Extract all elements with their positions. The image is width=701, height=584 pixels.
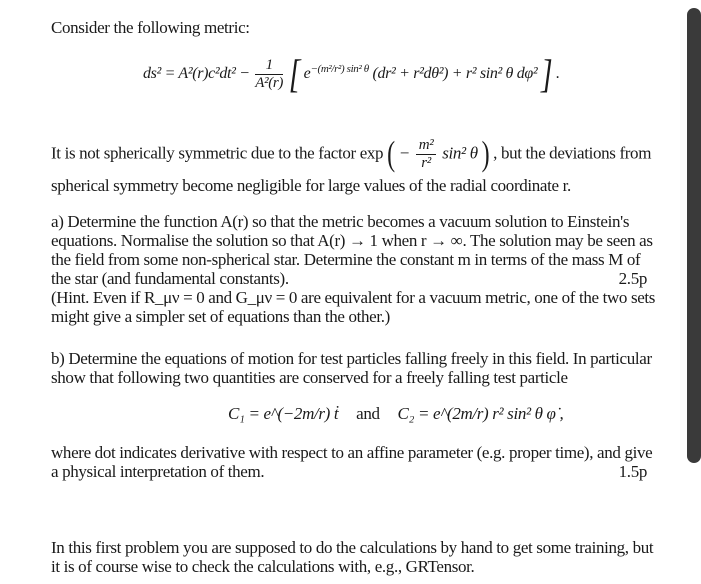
part-a-line-2: equations. Normalise the solution so that A(r) → 1 when r → ∞. The solution may be seen as	[51, 231, 653, 250]
conserved-c2: C₂ = e^(2m/r) r² sin² θ φ̇ ,	[397, 404, 564, 423]
exp-power: −(m²/r²) sin² θ	[310, 62, 369, 75]
part-b-where-line-2-text: a physical interpretation of them.	[51, 462, 265, 481]
part-a-line-1: a) Determine the function A(r) so that the metric becomes a vacuum solution to Einstein's	[51, 212, 630, 231]
conserved-and: and	[356, 404, 380, 423]
right-bracket: ]	[540, 51, 553, 97]
conserved-quantities	[228, 404, 563, 424]
metric-fraction-denominator: A²(r)	[255, 75, 284, 91]
part-a-line-4	[51, 269, 647, 289]
factor-minus: −	[398, 143, 410, 163]
metric-equation	[143, 51, 560, 97]
factor-right-paren: )	[481, 135, 490, 174]
part-b-line-1: b) Determine the equations of motion for test particles falling freely in this field. In particular	[51, 349, 652, 368]
exp-base: e	[303, 65, 311, 83]
factor-denominator: r²	[421, 155, 431, 171]
metric-fraction	[255, 58, 283, 91]
symmetry-text-post: , but the deviations from	[493, 143, 652, 163]
metric-terms: (dr² + r²dθ²) + r² sin² θ dφ²	[372, 65, 538, 83]
part-a-hint-line-2: might give a simpler set of equations than the other.)	[51, 307, 390, 326]
vertical-scrollbar[interactable]	[687, 8, 701, 463]
symmetry-paragraph-line-2: spherical symmetry become negligible for large values of the radial coordinate r.	[51, 176, 571, 195]
part-b-where-line-1: where dot indicates derivative with respect to an affine parameter (e.g. proper time), and give	[51, 443, 653, 462]
part-a-line-3: the field from some non-spherical star. Determine the constant m in terms of the mass M of	[51, 250, 641, 269]
symmetry-text-pre: It is not spherically symmetric due to the factor exp	[51, 143, 384, 163]
part-b-line-2: show that following two quantities are conserved for a freely falling test particle	[51, 368, 568, 387]
factor-fraction	[416, 138, 437, 171]
part-a-points: 2.5p	[618, 269, 647, 288]
conserved-c1: C₁ = e^(−2m/r) ṫ	[228, 404, 339, 423]
metric-fraction-numerator: 1	[255, 58, 283, 75]
part-b-where-line-2	[51, 462, 647, 482]
part-b-points: 1.5p	[618, 462, 647, 481]
factor-rest: sin² θ	[442, 143, 478, 163]
factor-left-paren: (	[387, 135, 395, 174]
left-bracket: [	[288, 51, 301, 97]
part-a-hint-line-1: (Hint. Even if R_μν = 0 and G_μν = 0 are equivalent for a vacuum metric, one of the two sets	[51, 288, 656, 307]
factor-numerator: m²	[416, 138, 437, 155]
metric-end: .	[555, 65, 560, 83]
metric-lhs: ds² = A²(r)c²dt² −	[143, 65, 250, 83]
footer-line-1: In this first problem you are supposed to do the calculations by hand to get some training, but	[51, 538, 654, 557]
footer-line-2: it is of course wise to check the calculations with, e.g., GRTensor.	[51, 557, 475, 576]
intro-heading: Consider the following metric:	[51, 18, 250, 37]
symmetry-paragraph-line-1	[51, 135, 652, 174]
part-a-line-4-text: the star (and fundamental constants).	[51, 269, 289, 288]
